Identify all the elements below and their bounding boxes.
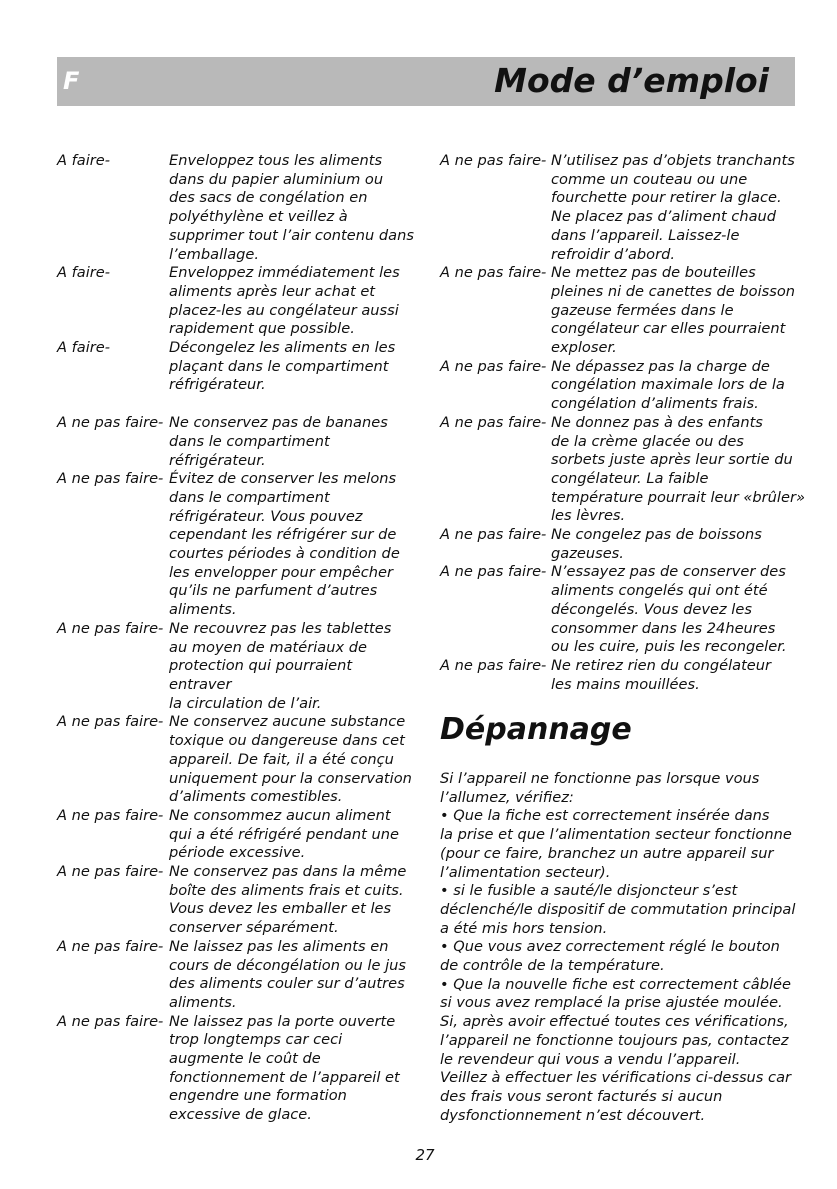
rule-label: A ne pas faire- xyxy=(440,413,547,431)
rule-text: Évitez de conserver les melons dans le compartiment réfrigérateur. Vous pouvez cependant les réfrigérer sur de courtes périodes à condition de les envelopper pour empêcher qu’ils ne parfument d’autres aliments. xyxy=(169,470,400,619)
rule-item xyxy=(57,620,417,714)
rule-item xyxy=(440,264,805,358)
rule-text: N’essayez pas de conserver des aliments congelés qui ont été décongelés. Vous devez les consommer dans les 24heures ou les cuire, puis les recongeler. xyxy=(551,563,787,656)
rule-text: Ne conservez pas dans la même boîte des aliments frais et cuits. Vous devez les emballer et les conserver séparément. xyxy=(169,863,407,937)
rule-label: A ne pas faire- xyxy=(57,806,164,824)
rule-text: Enveloppez tous les aliments dans du papier aluminium ou des sacs de congélation en polyéthylène et veillez à supprimer tout l’air contenu dans l’emballage. xyxy=(169,152,414,263)
rule-label: A ne pas faire- xyxy=(440,656,547,674)
rule-item xyxy=(57,264,417,339)
rule-item xyxy=(57,807,417,863)
rule-text: Enveloppez immédiatement les aliments après leur achat et placez-les au congélateur aussi rapidement que possible. xyxy=(169,264,400,338)
rule-label: A ne pas faire- xyxy=(57,1012,164,1030)
rule-item xyxy=(57,863,417,938)
rule-text: Ne conservez aucune substance toxique ou dangereuse dans cet appareil. De fait, il a été conçu uniquement pour la conservation d’aliments comestibles. xyxy=(169,713,412,806)
rule-text: Ne conservez pas de bananes dans le compartiment réfrigérateur. xyxy=(169,414,388,469)
rule-item xyxy=(57,470,417,620)
rule-item xyxy=(440,563,805,657)
page-number: 27 xyxy=(415,1146,435,1164)
rule-label: A ne pas faire- xyxy=(57,470,164,488)
rule-text: Ne laissez pas les aliments en cours de décongélation ou le jus des aliments couler sur d’autres aliments. xyxy=(169,937,406,1011)
rule-label: A faire- xyxy=(57,152,111,169)
troubleshooting-paragraph: • Que la fiche est correctement insérée dans la prise et que l’alimentation secteur fonctionne (pour ce faire, branchez un autre appareil sur l’alimentation secteur). xyxy=(440,807,792,881)
rule-item xyxy=(440,152,805,264)
rule-text: Ne congelez pas de boissons gazeuses. xyxy=(551,526,762,562)
rule-label: A ne pas faire- xyxy=(440,264,547,282)
rule-text: Ne recouvrez pas les tablettes au moyen de matériaux de protection qui pourraient entraver la circulation de l’air. xyxy=(169,619,392,712)
rule-label: A ne pas faire- xyxy=(57,713,164,731)
rule-text: Ne retirez rien du congélateur les mains mouillées. xyxy=(551,656,772,693)
rule-item xyxy=(57,1013,417,1125)
rule-text: Ne consommez aucun aliment qui a été réfrigéré pendant une période excessive. xyxy=(169,806,399,862)
rule-label: A ne pas faire- xyxy=(57,937,164,955)
rule-label: A faire- xyxy=(57,264,111,282)
troubleshooting-heading: Dépannage xyxy=(440,712,632,747)
rule-text: Ne dépassez pas la charge de congélation maximale lors de la congélation d’aliments frais. xyxy=(551,357,785,413)
rule-text: N’utilisez pas d’objets tranchants comme un couteau ou une fourchette pour retirer la glace. Ne placez pas d’aliment chaud dans l’appareil. Laissez-le refroidir d’abord. xyxy=(551,152,795,263)
language-badge: F xyxy=(63,67,80,95)
page-title: Mode d’emploi xyxy=(494,61,769,100)
rule-item xyxy=(440,657,805,694)
rule-label: A ne pas faire- xyxy=(440,526,547,544)
rule-label: A ne pas faire- xyxy=(440,152,547,169)
left-rules-column xyxy=(57,152,417,1125)
rule-text: Décongelez les aliments en les plaçant dans le compartiment réfrigérateur. xyxy=(169,339,396,394)
rule-label: A ne pas faire- xyxy=(57,619,164,637)
rule-label: A ne pas faire- xyxy=(57,863,164,881)
rule-label: A faire- xyxy=(57,339,111,357)
rule-item xyxy=(440,414,805,526)
rule-item xyxy=(57,339,417,395)
rule-text: Ne donnez pas à des enfants de la crème glacée ou des sorbets juste après leur sortie du congélateur. La faible température pourrait leur «brûler» les lèvres. xyxy=(551,413,805,525)
rule-item xyxy=(57,414,417,470)
troubleshooting-paragraph: • si le fusible a sauté/le disjoncteur s’est déclenché/le dispositif de commutation principal a été mis hors tension. xyxy=(440,882,796,937)
troubleshooting-text xyxy=(440,770,805,1125)
rule-label: A ne pas faire- xyxy=(440,357,547,375)
header-bar xyxy=(57,57,795,106)
rule-item xyxy=(57,152,417,264)
rule-item xyxy=(440,526,805,563)
rule-text: Ne laissez pas la porte ouverte trop longtemps car ceci augmente le coût de fonctionnement de l’appareil et engendre une formation excessive de glace. xyxy=(169,1012,400,1124)
rule-item xyxy=(440,358,805,414)
rule-label: A ne pas faire- xyxy=(57,414,164,432)
troubleshooting-paragraph: • Que vous avez correctement réglé le bouton de contrôle de la température. xyxy=(440,938,780,975)
troubleshooting-paragraph: Si l’appareil ne fonctionne pas lorsque vous l’allumez, vérifiez: xyxy=(440,770,760,806)
right-rules-column xyxy=(440,152,805,694)
rule-text: Ne mettez pas de bouteilles pleines ni de canettes de boisson gazeuse fermées dans le congélateur car elles pourraient exploser. xyxy=(551,264,796,357)
rule-gap xyxy=(57,395,417,414)
troubleshooting-paragraph: • Que la nouvelle fiche est correctement câblée si vous avez remplacé la prise ajustée moulée. Si, après avoir effectué toutes ces vérifications, l’appareil ne fonctionne toujours pas, contactez le revendeur qui vous a vendu l’appareil. Veillez à effectuer les vérifications ci-dessus car des frais vous seront facturés si aucun dysfonctionnement n’est découvert. xyxy=(440,975,792,1124)
rule-item xyxy=(57,938,417,1013)
rule-item xyxy=(57,713,417,807)
rule-label: A ne pas faire- xyxy=(440,563,547,581)
